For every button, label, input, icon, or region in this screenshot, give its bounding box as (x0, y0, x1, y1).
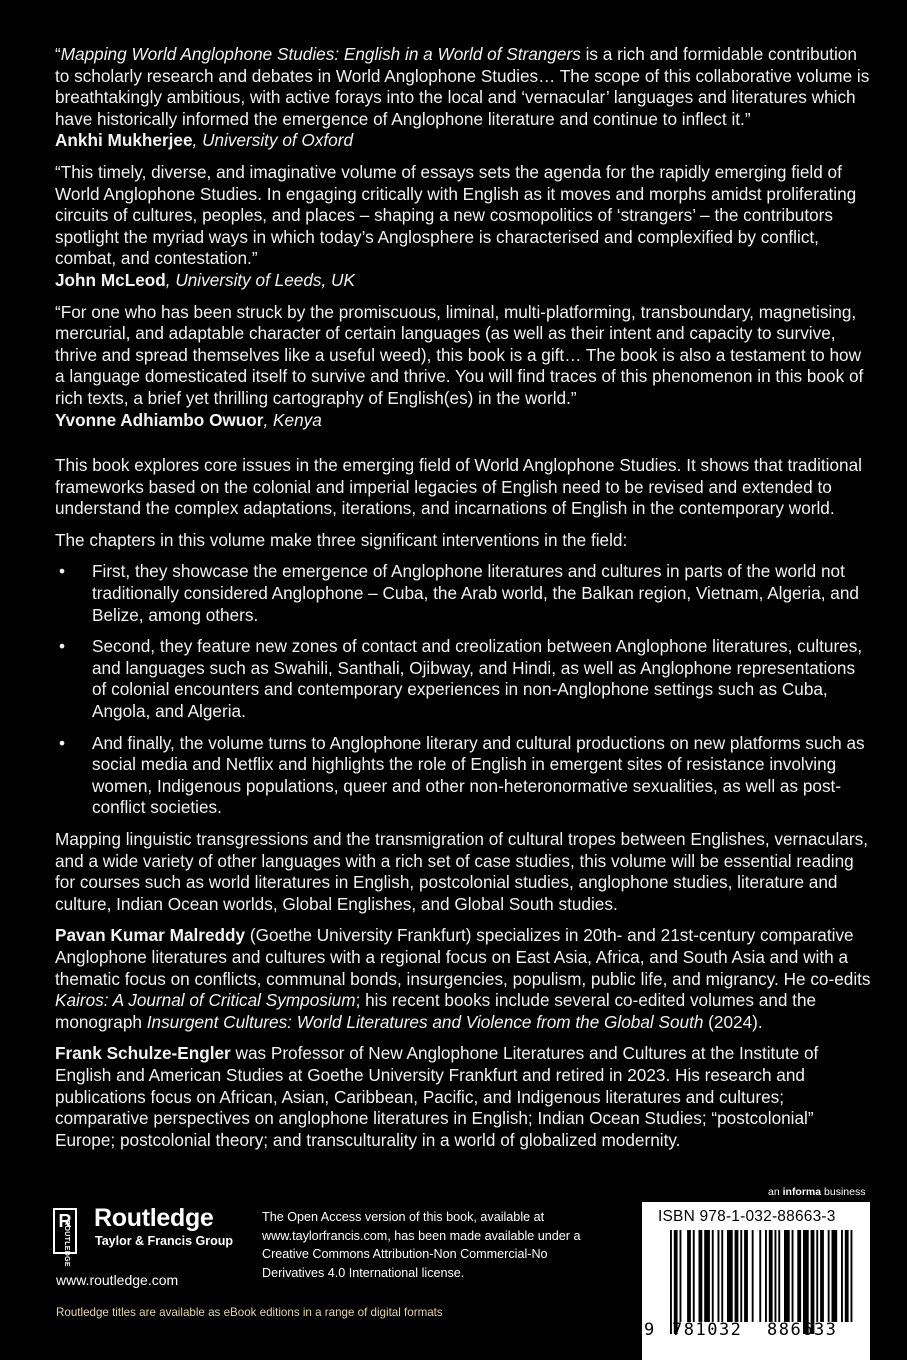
reviewer-affiliation: , Kenya (263, 409, 322, 430)
logo-vertical-text: ROUTLEDGE (62, 1220, 70, 1267)
reviewer-name: Yvonne Adhiambo Owuor (55, 409, 264, 430)
quoted-book-title: Mapping World Anglophone Studies: English in a World of Strangers (60, 44, 581, 64)
back-cover-text (55, 44, 871, 1161)
description-closing: Mapping linguistic transgressions and the transmigration of cultural tropes between Englishes, vernaculars, and a wide variety of other languages with a rich set of case studies, this volume will be essential reading for courses such as world literatures in English, postcolonial studies, anglophone studies, literature and culture, Indian Ocean worlds, Global Englishes, and Global South studies. (55, 829, 869, 914)
publisher-group: Taylor & Francis Group (95, 1234, 233, 1248)
praise-attribution (55, 130, 871, 152)
bullet-icon: • (59, 636, 66, 657)
editor-bio-1: Pavan Kumar Malreddy (Goethe University Frankfurt) specializes in 20th- and 21st-century comparative Anglophone literatures and cultures with a regional focus on East Asia, Africa, and South Asia and with a thematic focus on conflicts, communal bonds, insurgencies, populism, public life, and migrancy. He co-edits Kairos: A Journal of Critical Symposium; his recent books include several co-edited volumes and the monograph Insurgent Cultures: World Literatures and Violence from the Global South (2024). (55, 925, 871, 1032)
publisher-url: www.routledge.com (56, 1272, 179, 1288)
journal-title: Kairos: A Journal of Critical Symposium (55, 990, 356, 1011)
praise-attribution (55, 270, 871, 292)
description-lead: The chapters in this volume make three significant interventions in the field: (55, 529, 628, 550)
bullet-icon: • (59, 561, 66, 582)
quote-text: “This timely, diverse, and imaginative volume of essays sets the agenda for the rapidly emerging field of World Anglophone Studies. In engaging critically with English as it moves and morphs amidst proliferating circuits of cultures, peoples, and places – shaping a new cosmopolitics of ‘strangers’ – the contributors spotlight the myriad ways in which today’s Anglosphere is characterised and complexified by conflict, combat, and contestation.” (55, 161, 857, 269)
praise-attribution (55, 410, 871, 432)
list-item: • First, they showcase the emergence of Anglophone literatures and cultures in parts of the world not traditionally considered Anglophone – Cuba, the Arab world, the Balkan region, Vietnam, Algeria, and Belize, among others. (59, 561, 859, 625)
bullet-icon: • (59, 732, 66, 753)
praise-quote-1: “Mapping World Anglophone Studies: English in a World of Strangers is a rich and formidable contribution to scholarly research and debates in World Anglophone Studies… The scope of this collaborative volume is breathtakingly ambitious, with active forays into the local and ‘vernacular’ languages and literatures which have historically informed the emergence of Anglophone literature and continue to inflect it.” Ankhi Mukherjee, University of Oxford (55, 44, 870, 151)
quote-text: “For one who has been struck by the promiscuous, liminal, multi-platforming, transboundary, magnetising, mercurial, and adaptable character of certain languages (as well as their intent and capacity to survive, thrive and spread themselves like a useful weed), this book is a gift… The book is also a testament to how a language domesticated itself to survive and thrive. You will find traces of this phenomenon in this book of rich texts, a brief yet thrilling cartography of English(es) in the world.” (55, 301, 864, 408)
monograph-title: Insurgent Cultures: World Literatures and Violence from the Global South (146, 1011, 704, 1032)
routledge-logo-icon (53, 1208, 77, 1267)
cover-footer (0, 1186, 907, 1360)
logo-letter: R (58, 1211, 72, 1231)
editor-name: Pavan Kumar Malreddy (55, 925, 246, 946)
isbn-number: ISBN 978-1-032-88663-3 (658, 1208, 836, 1225)
praise-quote-3 (55, 302, 871, 432)
description-intro: This book explores core issues in the emerging field of World Anglophone Studies. It shows that traditional frameworks based on the colonial and imperial legacies of English need to be revised and extended to understand the complex adaptations, iterations, and incarnations of English in the contemporary world. (55, 455, 862, 519)
reviewer-affiliation: , University of Leeds, UK (165, 269, 355, 290)
reviewer-name: John McLeod (55, 269, 166, 290)
reviewer-name: Ankhi Mukherjee (55, 130, 193, 151)
open-access-notice: The Open Access version of this book, available at www.taylorfrancis.com, has been made available under a Creative Commons Attribution-Non Commercial-No Derivatives 4.0 International license. (262, 1210, 581, 1280)
interventions-list (55, 561, 871, 819)
formats-notice: Routledge titles are available as eBook editions in a range of digital formats (56, 1306, 443, 1319)
isbn-barcode-box: ISBN 978-1-032-88663-3 9 781032 886633 (642, 1202, 870, 1360)
list-item: • And finally, the volume turns to Anglophone literary and cultural productions on new platforms such as social media and Netflix and highlights the role of English in emergent sites of resistance involving women, Indigenous populations, queer and other non-heteronormative sexualities, as well as post-conflict societies. (59, 732, 865, 818)
editor-name: Frank Schulze-Engler (55, 1043, 231, 1064)
list-item: • Second, they feature new zones of contact and creolization between Anglophone literatures, cultures, and languages such as Swahili, Santhali, Ojibway, and Hindi, as well as Anglophone representations of colonial encounters and contemporary experiences in non-Anglophone settings such as Cuba, Angola, and Algeria. (59, 636, 863, 722)
informa-tagline: an informa business (768, 1186, 866, 1198)
editor-bio-2: Frank Schulze-Engler was Professor of New Anglophone Literatures and Cultures at the Institute of English and American Studies at Goethe University Frankfurt and retired in 2023. His research and publications focus on African, Asian, Caribbean, Pacific, and Indigenous literatures and cultures; comparative perspectives on anglophone literatures in English; Indian Ocean Studies; “postcolonial” Europe; postcolonial theory; and transculturality in a world of globalized modernity. (55, 1043, 819, 1150)
publisher-name: Routledge (94, 1204, 214, 1232)
praise-quote-2 (55, 162, 871, 292)
reviewer-affiliation: , University of Oxford (192, 130, 354, 151)
